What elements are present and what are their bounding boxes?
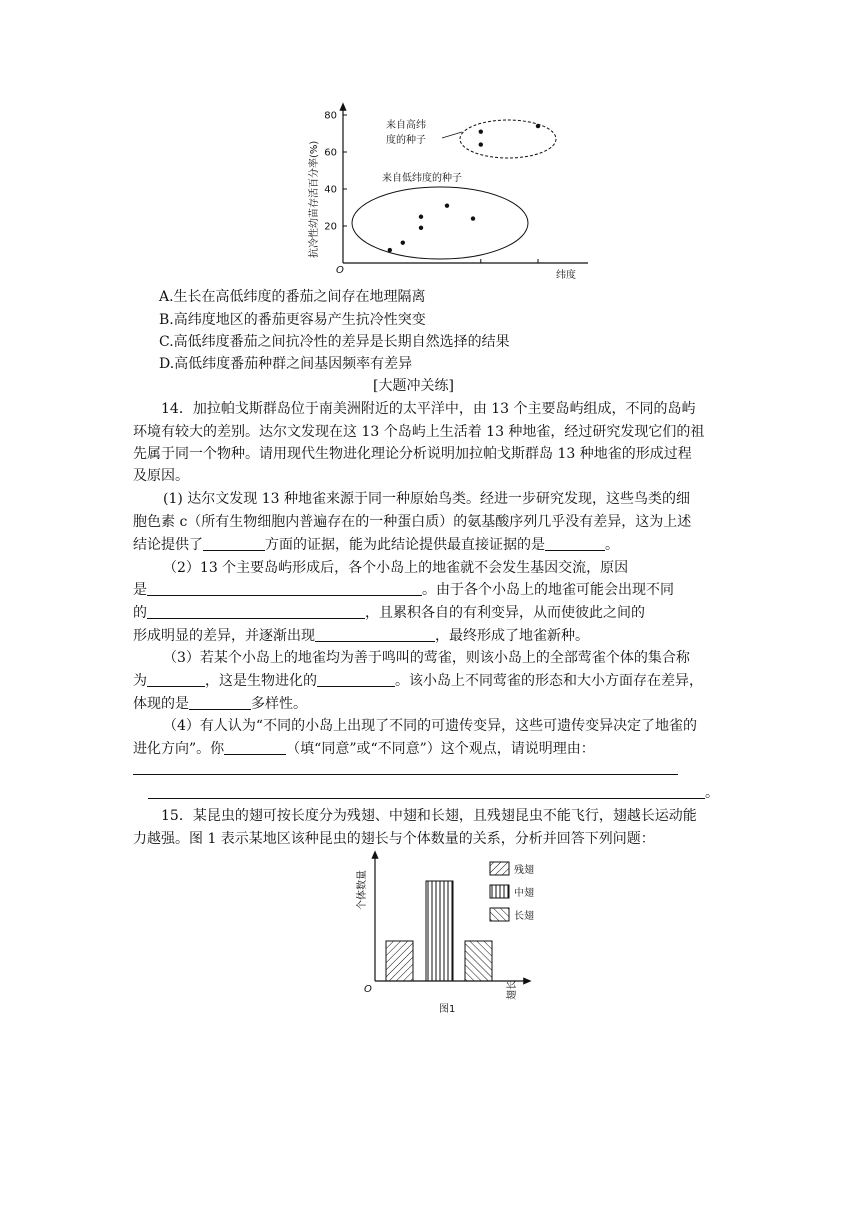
legend-swatch (490, 885, 509, 898)
legend-swatch (490, 862, 509, 875)
y-tick-label: 80 (324, 110, 337, 122)
answer-blank-1[interactable] (203, 536, 265, 551)
q15-intro-2: 力越强。图 1 表示某地区该种昆虫的翅长与个体数量的关系，分析并回答下列问题： (133, 831, 655, 847)
low-latitude-ellipse (352, 187, 528, 259)
low-group-label: 来自低纬度的种子 (382, 173, 462, 184)
scatter-point (445, 203, 449, 207)
bar-vestigial (386, 941, 413, 981)
figure-caption: 图1 (439, 1004, 456, 1015)
q14-p2-3: 的 ，且累积各自的有利变异，从而使彼此之间的 (133, 605, 645, 621)
legend-label: 中翅 (514, 888, 534, 899)
q14-p4-2: 进化方向”。你 （填“同意”或“不同意”）这个观点，请说明理由： (133, 741, 595, 757)
q14-p3-1: （3）若某个小岛上的地雀均为善于鸣叫的莺雀，则该小岛上的全部莺雀个体的集合称 (163, 650, 690, 666)
bar-origin-label: O (364, 984, 372, 995)
q14-p2-4: 形成明显的差异，并逐渐出现 ，最终形成了地雀新种。 (133, 628, 589, 644)
scatter-point (401, 240, 405, 244)
answer-line-1[interactable] (133, 774, 678, 775)
q14-p2-2: 是 。由于各个小岛上的地雀可能会出现不同 (133, 582, 674, 598)
scatter-point (471, 216, 475, 220)
scatter-point (479, 129, 483, 133)
bar-long (465, 941, 492, 981)
option-a: A.生长在高低纬度的番茄之间存在地理隔离 (159, 289, 426, 305)
legend-swatch (490, 908, 509, 921)
high-group-label-2: 度的种子 (386, 135, 426, 146)
legend-label: 残翅 (514, 865, 534, 876)
q14-p3-2: 为 ，这是生物进化的 。该小岛上不同莺雀的形态和大小方面存在差异， (133, 673, 703, 689)
option-d: D.高低纬度番茄种群之间基因频率有差异 (159, 356, 413, 372)
answer-blank-4[interactable] (147, 604, 365, 619)
answer-blank-9[interactable] (224, 740, 286, 755)
high-group-label-1: 来自高纬 (386, 120, 426, 131)
answer-blank-2[interactable] (545, 536, 605, 551)
origin-label: O (336, 265, 344, 276)
bar-medium (426, 881, 453, 981)
legend-label: 长翅 (514, 911, 534, 922)
bar-chart (350, 850, 550, 1020)
option-b: B.高纬度地区的番茄更容易产生抗冷性突变 (159, 312, 426, 328)
y-tick-label: 40 (324, 184, 337, 196)
q14-intro-3: 先属于同一个物种。请用现代生物进化理论分析说明加拉帕戈斯群岛 13 种地雀的形成过程 (133, 446, 692, 462)
q14-intro-1: 14．加拉帕戈斯群岛位于南美洲附近的太平洋中，由 13 个主要岛屿组成，不同的岛屿 (161, 401, 696, 417)
q14-p1-1: (1) 达尔文发现 13 种地雀来源于同一种原始鸟类。经进一步研究发现，这些鸟类的细 (163, 491, 690, 507)
answer-blank-7[interactable] (317, 672, 395, 687)
bar-y-axis-label: 个体数量 (357, 870, 368, 910)
scatter-point (536, 124, 540, 128)
answer-blank-5[interactable] (315, 627, 435, 642)
scatter-point (479, 142, 483, 146)
y-axis-label: 抗冷性幼苗存活百分率(%) (309, 140, 320, 258)
q14-p1-3: 结论提供了 方面的证据，能为此结论提供最直接证据的是 。 (133, 537, 619, 553)
x-axis-label: 纬度 (556, 270, 576, 281)
scatter-point (419, 226, 423, 230)
q14-p4-end: 。 (148, 783, 719, 803)
answer-blank-6[interactable] (147, 672, 205, 687)
bar-x-axis-label: 翅长 (507, 980, 518, 1000)
y-tick-label: 60 (324, 147, 337, 159)
answer-blank-8[interactable] (189, 695, 251, 710)
q14-intro-2: 环境有较大的差别。达尔文发现在这 13 个岛屿上生活着 13 种地雀，经过研究发现它们的祖 (133, 424, 705, 440)
answer-line-2[interactable] (148, 784, 705, 799)
high-group-leader (442, 132, 462, 138)
q14-intro-4: 及原因。 (133, 468, 189, 484)
answer-blank-3[interactable] (147, 581, 422, 596)
scatter-chart (300, 100, 600, 285)
q15-intro-1: 15．某昆虫的翅可按长度分为残翅、中翅和长翅，且残翅昆虫不能飞行，翅越长运动能 (161, 808, 697, 824)
scatter-point (388, 248, 392, 252)
high-latitude-ellipse (460, 120, 556, 158)
q14-p2-1: （2）13 个主要岛屿形成后，各个小岛上的地雀就不会发生基因交流，原因 (163, 560, 629, 576)
q14-p3-3: 体现的是 多样性。 (133, 696, 307, 712)
q14-p1-2: 胞色素 c（所有生物细胞内普遍存在的一种蛋白质）的氨基酸序列几乎没有差异，这为上述 (133, 514, 692, 530)
q14-p4-1: （4）有人认为“不同的小岛上出现了不同的可遗传变异，这些可遗传变异决定了地雀的 (163, 718, 698, 734)
y-tick-label: 20 (324, 221, 337, 233)
scatter-point (419, 215, 423, 219)
option-c: C.高低纬度番茄之间抗冷性的差异是长期自然选择的结果 (159, 334, 510, 350)
section-title: [大题冲关练] (373, 378, 454, 394)
